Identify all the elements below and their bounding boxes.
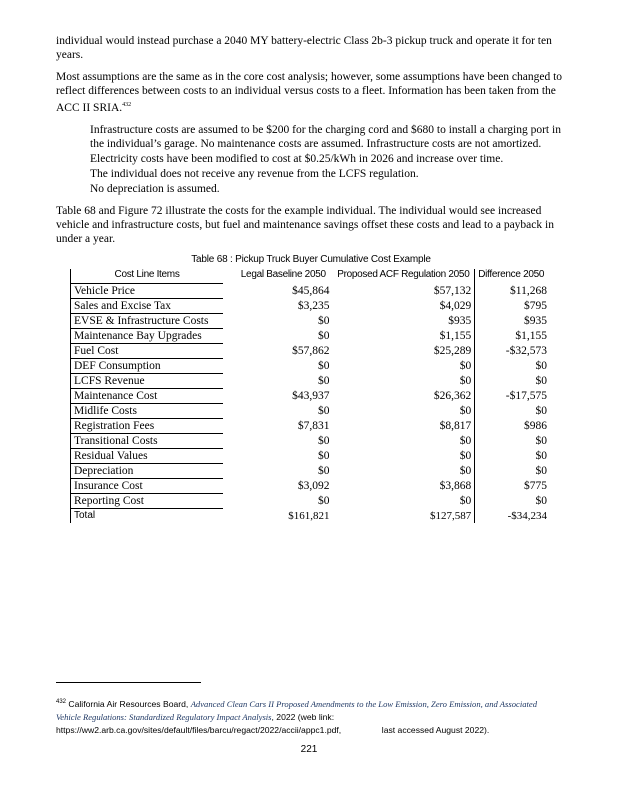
difference-value: $986 bbox=[475, 418, 550, 433]
table-row bbox=[71, 388, 551, 403]
row-label: EVSE & Infrastructure Costs bbox=[71, 313, 224, 328]
table-row bbox=[71, 298, 551, 313]
difference-value: $0 bbox=[475, 373, 550, 388]
difference-value: $0 bbox=[475, 448, 550, 463]
table-body bbox=[71, 283, 551, 523]
proposed-value: $127,587 bbox=[429, 509, 472, 522]
row-label: LCFS Revenue bbox=[71, 373, 224, 388]
page-number: 221 bbox=[300, 744, 318, 755]
row-label: Insurance Cost bbox=[71, 478, 224, 493]
assumptions-paragraph bbox=[56, 70, 566, 115]
baseline-value: $0 bbox=[317, 434, 330, 447]
baseline-value: $0 bbox=[317, 464, 330, 477]
difference-value: $1,155 bbox=[475, 328, 550, 343]
baseline-value: $0 bbox=[317, 359, 330, 372]
proposed-value: $3,868 bbox=[439, 479, 472, 492]
row-label: Reporting Cost bbox=[71, 493, 224, 508]
proposed-value: $0 bbox=[459, 374, 472, 387]
difference-value: $935 bbox=[475, 313, 550, 328]
summary-paragraph: Table 68 and Figure 72 illustrate the costs for the example individual. The individual would see increased vehicle and infrastructure costs, but fuel and maintenance savings offset these costs and lead to a payback in under a year. bbox=[56, 204, 554, 245]
row-label: Fuel Cost bbox=[71, 343, 224, 358]
baseline-value: $45,864 bbox=[292, 284, 330, 297]
proposed-value: $25,289 bbox=[433, 344, 472, 357]
row-label: Residual Values bbox=[71, 448, 224, 463]
list-item-text: Electricity costs have been modified to cost at $0.25/kWh in 2026 and increase over time. bbox=[90, 152, 504, 165]
row-label: Maintenance Bay Upgrades bbox=[71, 328, 224, 343]
proposed-value: $0 bbox=[459, 404, 472, 417]
row-label: Total bbox=[71, 508, 224, 523]
baseline-value: $0 bbox=[317, 494, 330, 507]
row-label: Depreciation bbox=[71, 463, 224, 478]
baseline-value: $3,092 bbox=[297, 479, 330, 492]
proposed-value: $4,029 bbox=[439, 299, 472, 312]
assumption-list bbox=[56, 123, 566, 196]
list-item-text: No depreciation is assumed. bbox=[90, 182, 220, 195]
difference-value: -$17,575 bbox=[475, 388, 550, 403]
baseline-value: $161,821 bbox=[288, 509, 330, 522]
header-legal-baseline: Legal Baseline 2050 bbox=[240, 268, 326, 280]
baseline-value: $0 bbox=[317, 314, 330, 327]
difference-value: $0 bbox=[475, 358, 550, 373]
proposed-value: $935 bbox=[448, 314, 472, 327]
footnote-accessed: last accessed August 2022). bbox=[381, 724, 490, 735]
table-row bbox=[71, 463, 551, 478]
proposed-value: $8,817 bbox=[439, 419, 472, 432]
header-proposed: Proposed ACF Regulation 2050 bbox=[337, 268, 470, 280]
footnote-title: Advanced Clean Cars II Proposed Amendments to the Low Emission, Zero Emission, and Associated Vehicle Regulations: Standardized Regulatory Impact Analysis bbox=[56, 698, 538, 722]
baseline-value: $0 bbox=[317, 374, 330, 387]
difference-value: -$32,573 bbox=[475, 343, 550, 358]
table-row bbox=[71, 328, 551, 343]
table-row bbox=[71, 373, 551, 388]
proposed-value: $1,155 bbox=[439, 329, 472, 342]
difference-value: $0 bbox=[475, 433, 550, 448]
table-row bbox=[71, 313, 551, 328]
row-label: Maintenance Cost bbox=[71, 388, 224, 403]
row-label: Vehicle Price bbox=[71, 283, 224, 298]
proposed-value: $0 bbox=[459, 449, 472, 462]
cost-table bbox=[70, 269, 550, 523]
baseline-value: $3,235 bbox=[297, 299, 330, 312]
proposed-value: $0 bbox=[459, 494, 472, 507]
footnote-divider bbox=[56, 682, 201, 683]
proposed-value: $26,362 bbox=[433, 389, 472, 402]
proposed-value: $0 bbox=[459, 359, 472, 372]
table-row bbox=[71, 433, 551, 448]
intro-paragraph: individual would instead purchase a 2040 MY battery-electric Class 2b-3 pickup truck and operate it for ten years. bbox=[56, 35, 552, 61]
difference-value: -$34,234 bbox=[475, 508, 550, 523]
footnote bbox=[56, 696, 556, 737]
page-body bbox=[56, 34, 566, 523]
baseline-value: $7,831 bbox=[297, 419, 330, 432]
proposed-value: $0 bbox=[459, 434, 472, 447]
baseline-value: $57,862 bbox=[292, 344, 330, 357]
list-item bbox=[56, 167, 566, 181]
difference-value: $0 bbox=[475, 403, 550, 418]
row-label: Sales and Excise Tax bbox=[71, 298, 224, 313]
footnote-year: , 2022 (web link: bbox=[271, 711, 335, 722]
row-label: Transitional Costs bbox=[71, 433, 224, 448]
table-row bbox=[71, 478, 551, 493]
proposed-value: $57,132 bbox=[433, 284, 472, 297]
baseline-value: $0 bbox=[317, 449, 330, 462]
header-difference: Difference 2050 bbox=[475, 269, 550, 284]
table-row bbox=[71, 448, 551, 463]
assumptions-text: Most assumptions are the same as in the core cost analysis; however, some assumptions have been changed to reflect differences between costs to an individual versus costs to a fleet. Information has been taken from the ACC II SRIA. bbox=[56, 71, 563, 114]
row-label: Registration Fees bbox=[71, 418, 224, 433]
table-row bbox=[71, 343, 551, 358]
table-row bbox=[71, 493, 551, 508]
table-total-row bbox=[71, 508, 551, 523]
table-row bbox=[71, 283, 551, 298]
table-row bbox=[71, 358, 551, 373]
difference-value: $0 bbox=[475, 493, 550, 508]
list-item bbox=[56, 123, 566, 151]
proposed-value: $0 bbox=[459, 464, 472, 477]
footnote-number: 432 bbox=[56, 699, 67, 705]
difference-value: $0 bbox=[475, 463, 550, 478]
table-header-row bbox=[71, 269, 551, 284]
table-row bbox=[71, 418, 551, 433]
baseline-value: $0 bbox=[317, 404, 330, 417]
footnote-ref[interactable]: 432 bbox=[122, 102, 132, 108]
list-item bbox=[56, 182, 566, 196]
table-caption: Table 68 : Pickup Truck Buyer Cumulative Cost Example bbox=[191, 253, 431, 265]
baseline-value: $43,937 bbox=[292, 389, 330, 402]
footnote-url[interactable]: https://ww2.arb.ca.gov/sites/default/files/barcu/regact/2022/accii/appc1.pdf, bbox=[56, 724, 342, 735]
header-cost-line-items: Cost Line Items bbox=[71, 269, 224, 284]
difference-value: $775 bbox=[475, 478, 550, 493]
table-row bbox=[71, 403, 551, 418]
list-item bbox=[56, 152, 566, 166]
footnote-org: California Air Resources Board, bbox=[68, 698, 189, 709]
difference-value: $11,268 bbox=[475, 283, 550, 298]
row-label: Midlife Costs bbox=[71, 403, 224, 418]
list-item-text: Infrastructure costs are assumed to be $200 for the charging cord and $680 to install a charging port in the individual’s garage. No maintenance costs are assumed. Infrastructure costs are not amortized. bbox=[90, 123, 561, 150]
row-label: DEF Consumption bbox=[71, 358, 224, 373]
difference-value: $795 bbox=[475, 298, 550, 313]
list-item-text: The individual does not receive any revenue from the LCFS regulation. bbox=[90, 167, 419, 180]
baseline-value: $0 bbox=[317, 329, 330, 342]
